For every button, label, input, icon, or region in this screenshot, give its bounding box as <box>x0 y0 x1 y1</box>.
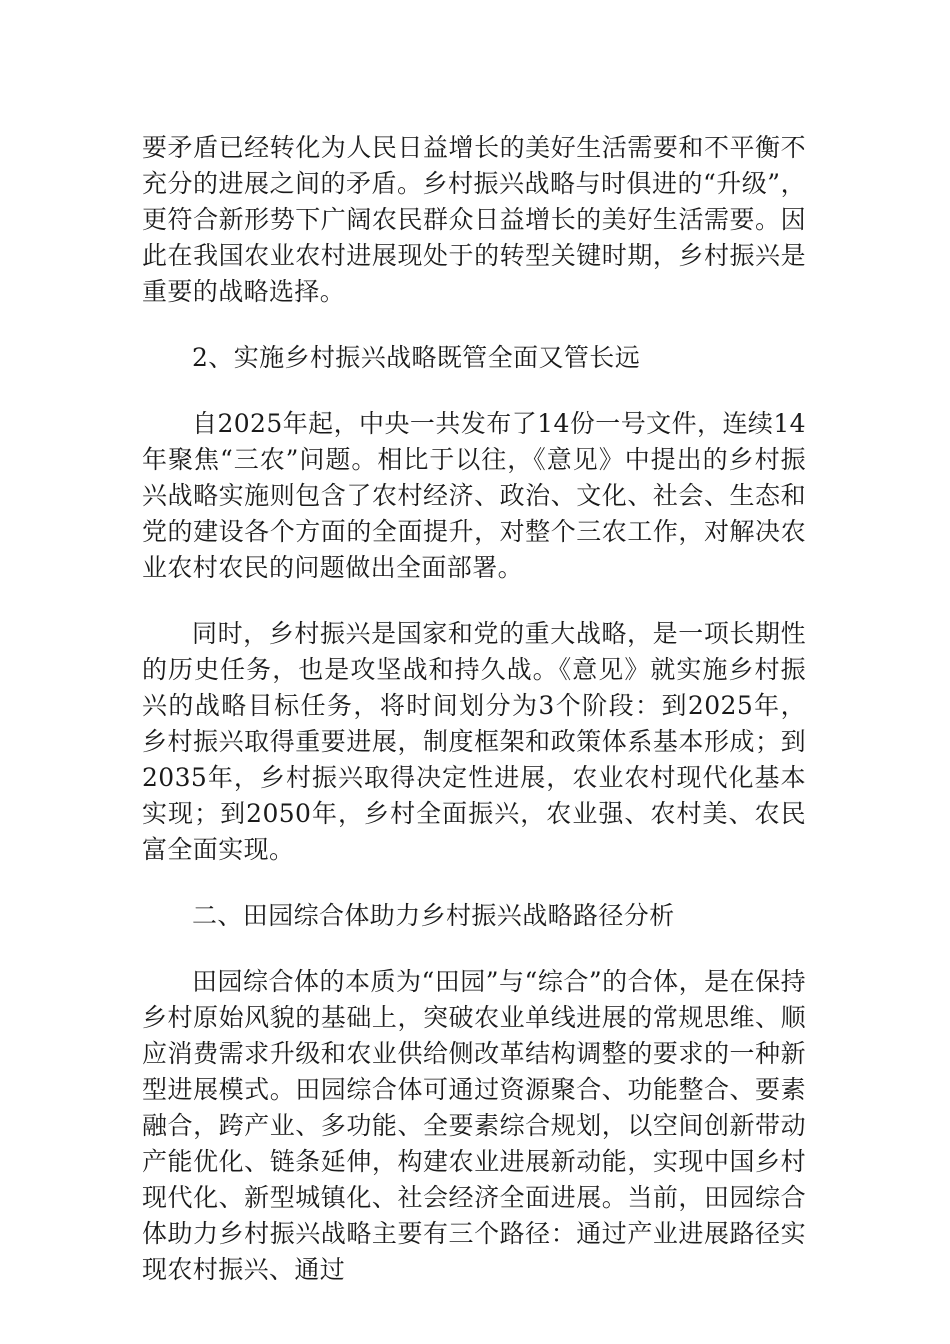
paragraph-continuation: 要矛盾已经转化为人民日益增长的美好生活需要和不平衡不充分的进展之间的矛盾。乡村振兴战略与时俱进的“升级”，更符合新形势下广阔农民群众日益增长的美好生活需要。因此在我国农业农村进展现处于的转型关键时期，乡村振兴是重要的战略选择。 <box>142 133 806 306</box>
paragraph-no1-documents: 自2025年起，中央一共发布了14份一号文件，连续14年聚焦“三农”问题。相比于以往，《意见》中提出的乡村振兴战略实施则包含了农村经济、政治、文化、社会、生态和党的建设各个方面的全面提升，对整个三农工作，对解决农业农村农民的问题做出全面部署。 <box>142 409 806 582</box>
paragraph-strategy-stages: 同时，乡村振兴是国家和党的重大战略，是一项长期性的历史任务，也是攻坚战和持久战。《意见》就实施乡村振兴的战略目标任务，将时间划分为3个阶段：到2025年，乡村振兴取得重要进展，制度框架和政策体系基本形成；到2035年，乡村振兴取得决定性进展，农业农村现代化基本实现；到2050年，乡村全面振兴，农业强、农村美、农民富全面实现。 <box>142 619 806 864</box>
section-heading-2: 2、实施乡村振兴战略既管全面又管长远 <box>192 343 641 372</box>
section-heading-two: 二、田园综合体助力乡村振兴战略路径分析 <box>192 901 675 930</box>
document-body <box>142 130 806 1318</box>
paragraph-pastoral-complex: 田园综合体的本质为“田园”与“综合”的合体，是在保持乡村原始风貌的基础上，突破农业单线进展的常规思维、顺应消费需求升级和农业供给侧改革结构调整的要求的一种新型进展模式。田园综合体可通过资源聚合、功能整合、要素融合，跨产业、多功能、全要素综合规划，以空间创新带动产能优化、链条延伸，构建农业进展新动能，实现中国乡村现代化、新型城镇化、社会经济全面进展。当前，田园综合体助力乡村振兴战略主要有三个路径：通过产业进展路径实现农村振兴、通过 <box>142 967 806 1284</box>
